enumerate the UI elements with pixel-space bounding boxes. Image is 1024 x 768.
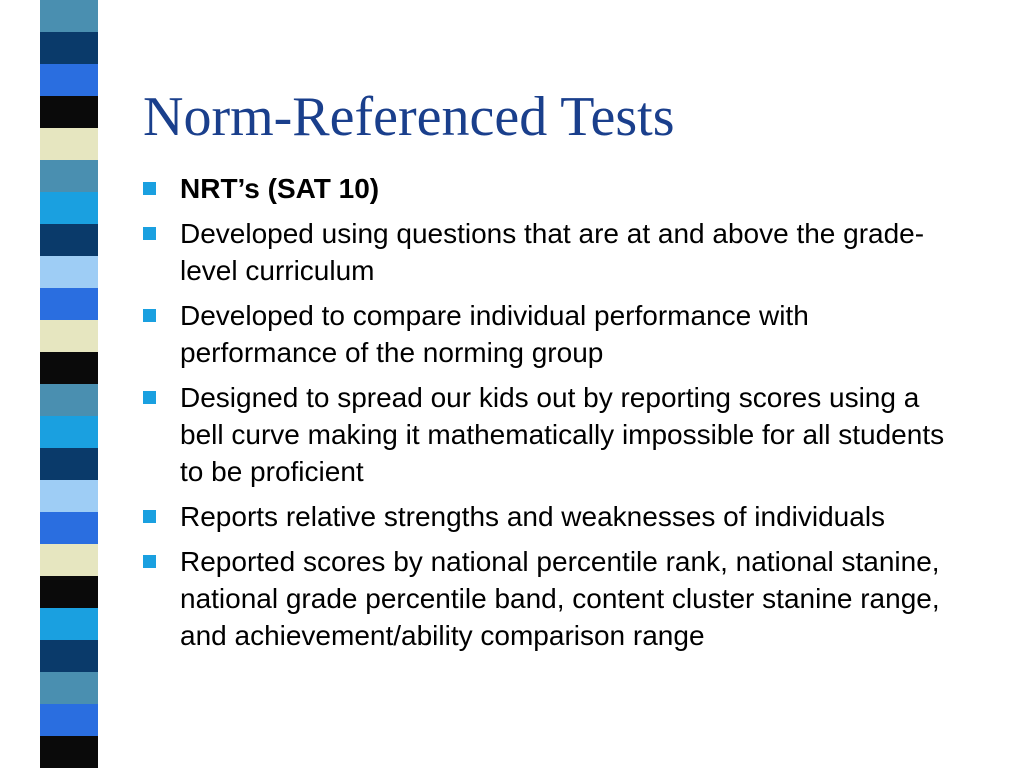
stripe-band xyxy=(40,544,98,576)
stripe-band xyxy=(40,288,98,320)
bullet-list xyxy=(143,170,963,662)
stripe-band xyxy=(40,672,98,704)
bullet-item xyxy=(143,543,963,654)
bullet-text: Reports relative strengths and weaknesses of individuals xyxy=(180,501,886,532)
stripe-band xyxy=(40,224,98,256)
stripe-band xyxy=(40,384,98,416)
bullet-text: NRT’s (SAT 10) xyxy=(180,173,380,204)
square-bullet-icon xyxy=(143,555,156,568)
bullet-item xyxy=(143,170,963,207)
square-bullet-icon xyxy=(143,309,156,322)
square-bullet-icon xyxy=(143,510,156,523)
slide-title: Norm-Referenced Tests xyxy=(143,86,675,148)
decorative-stripe-bar xyxy=(40,0,98,768)
stripe-band xyxy=(40,352,98,384)
square-bullet-icon xyxy=(143,182,156,195)
stripe-band xyxy=(40,96,98,128)
bullet-text: Developed using questions that are at and above the grade-level curriculum xyxy=(180,218,925,286)
stripe-band xyxy=(40,640,98,672)
stripe-band xyxy=(40,704,98,736)
stripe-band xyxy=(40,320,98,352)
bullet-text: Developed to compare individual performance with performance of the norming group xyxy=(180,300,809,368)
stripe-band xyxy=(40,0,98,32)
stripe-band xyxy=(40,192,98,224)
bullet-item xyxy=(143,215,963,289)
stripe-band xyxy=(40,736,98,768)
stripe-band xyxy=(40,608,98,640)
stripe-band xyxy=(40,64,98,96)
stripe-band xyxy=(40,576,98,608)
bullet-item xyxy=(143,379,963,490)
stripe-band xyxy=(40,128,98,160)
stripe-band xyxy=(40,32,98,64)
square-bullet-icon xyxy=(143,227,156,240)
bullet-text: Reported scores by national percentile rank, national stanine, national grade percentile band, content cluster stanine range, and achievement/ability comparison range xyxy=(180,546,940,651)
stripe-band xyxy=(40,416,98,448)
stripe-band xyxy=(40,480,98,512)
stripe-band xyxy=(40,512,98,544)
square-bullet-icon xyxy=(143,391,156,404)
stripe-band xyxy=(40,160,98,192)
bullet-item xyxy=(143,498,963,535)
stripe-band xyxy=(40,256,98,288)
bullet-text: Designed to spread our kids out by reporting scores using a bell curve making it mathematically impossible for all students to be proficient xyxy=(180,382,945,487)
stripe-band xyxy=(40,448,98,480)
bullet-item xyxy=(143,297,963,371)
